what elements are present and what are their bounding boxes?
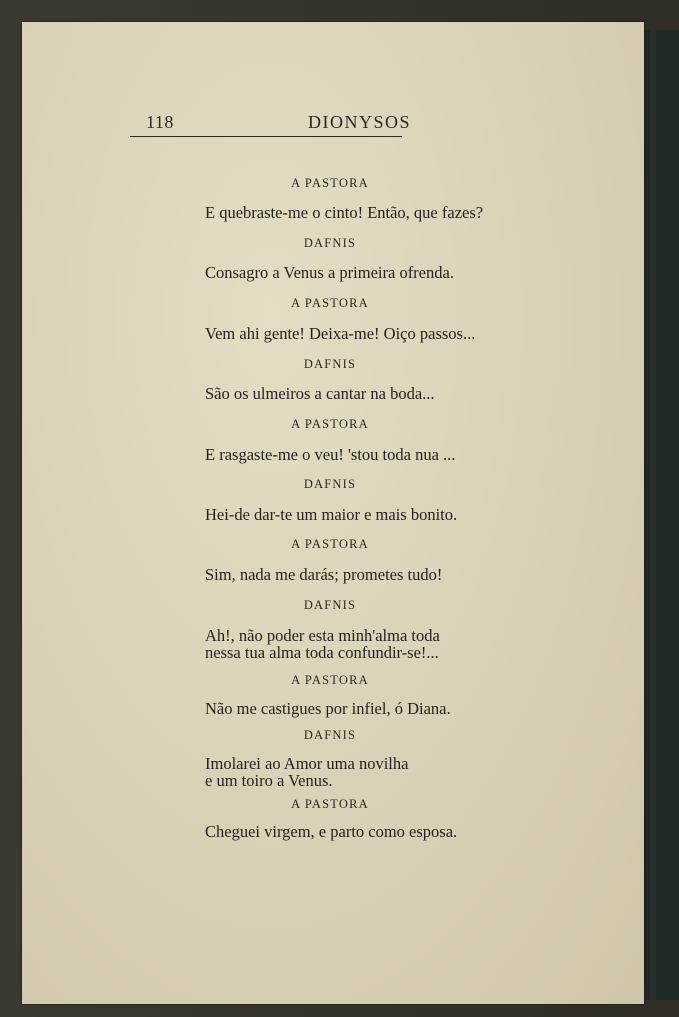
speaker-label: DAFNIS [303, 728, 357, 742]
verse-line: São os ulmeiros a cantar na boda... [205, 384, 435, 403]
speaker-label: A PASTORA [291, 537, 369, 551]
verse-line: Sim, nada me darás; prometes tudo! [205, 565, 443, 584]
verse-line: E quebraste-me o cinto! Então, que fazes? [205, 203, 484, 222]
speaker-label: A PASTORA [291, 296, 369, 310]
speaker-label: DAFNIS [303, 357, 357, 371]
speaker-label: DAFNIS [303, 477, 357, 491]
verse-line: Vem ahi gente! Deixa-me! Oiço passos... [205, 324, 476, 343]
verse-line: Ah!, não poder esta minh'alma toda [205, 626, 440, 645]
running-title: DIONYSOS [308, 112, 412, 132]
verse-line: Consagro a Venus a primeira ofrenda. [205, 263, 454, 282]
speaker-label: A PASTORA [291, 417, 369, 431]
verse-line: E rasgaste-me o veu! 'stou toda nua ... [205, 445, 456, 464]
verse-line: Não me castigues por infiel, ó Diana. [205, 699, 451, 718]
speaker-label: A PASTORA [291, 797, 369, 811]
speaker-label: A PASTORA [291, 176, 369, 190]
verse-line: Hei-de dar-te um maior e mais bonito. [205, 505, 458, 524]
speaker-label: A PASTORA [291, 673, 369, 687]
verse-line: nessa tua alma toda confundir-se!... [205, 643, 439, 662]
book-edge-strip [650, 30, 656, 1000]
verse-line: Cheguei virgem, e parto como esposa. [205, 822, 458, 841]
speaker-label: DAFNIS [303, 598, 357, 612]
page-number: 118 [146, 112, 174, 132]
page-header [130, 112, 412, 137]
verse-line: e um toiro a Venus. [205, 771, 333, 790]
speaker-label: DAFNIS [303, 236, 357, 250]
verse-line: Imolarei ao Amor uma novilha [205, 754, 409, 773]
